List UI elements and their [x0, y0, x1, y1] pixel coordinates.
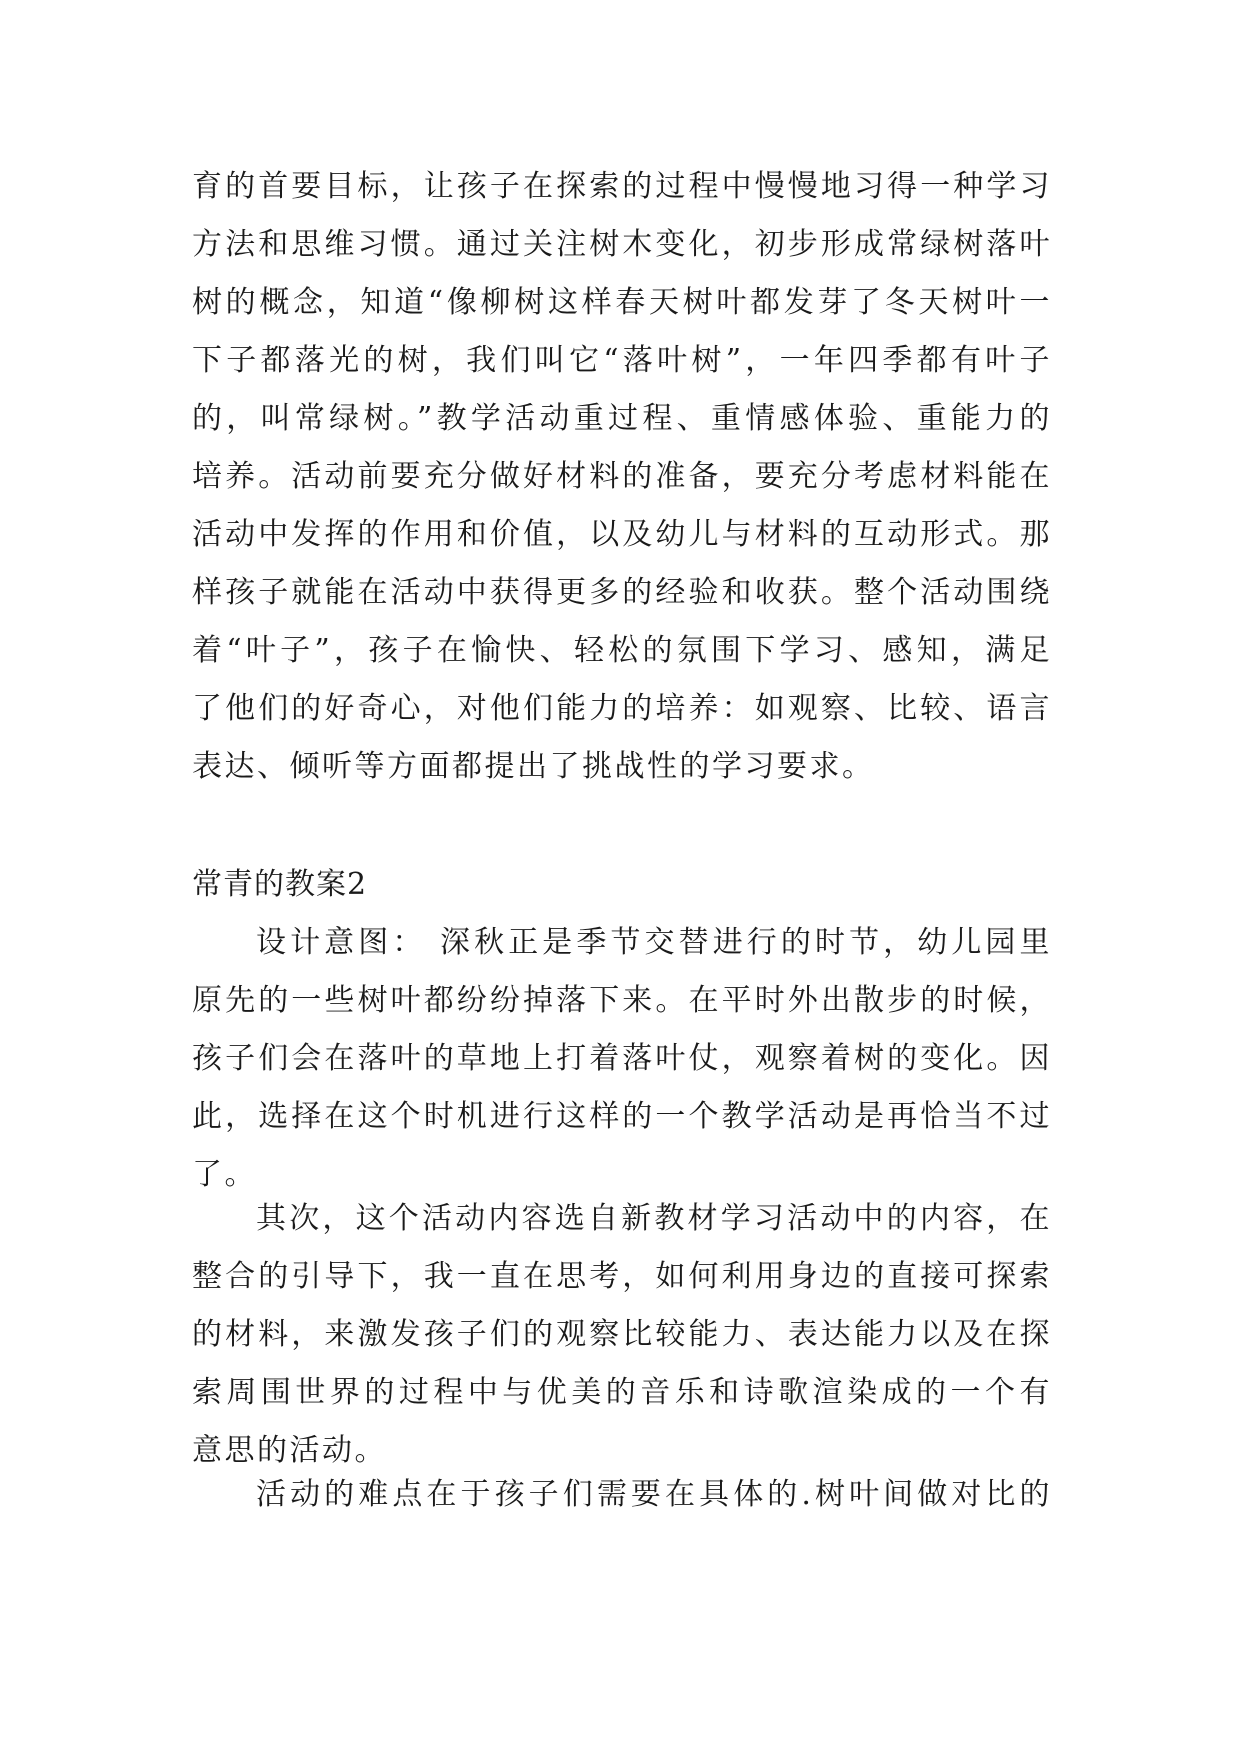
text-line: 的材料，来激发孩子们的观察比较能力、表达能力以及在探: [192, 1317, 1052, 1352]
paragraph-4: [192, 1466, 1052, 1524]
text-line: 培养。活动前要充分做好材料的准备，要充分考虑材料能在: [192, 459, 1052, 494]
text-line: 其次，这个活动内容选自新教材学习活动中的内容，在: [256, 1201, 1052, 1236]
text-line: 样孩子就能在活动中获得更多的经验和收获。整个活动围绕: [192, 575, 1052, 610]
paragraph-3: [192, 1190, 1052, 1480]
text-line: 孩子们会在落叶的草地上打着落叶仗，观察着树的变化。因: [192, 1041, 1052, 1076]
text-line: 方法和思维习惯。通过关注树木变化，初步形成常绿树落叶: [192, 227, 1052, 262]
text-line: 的，叫常绿树。”教学活动重过程、重情感体验、重能力的: [192, 401, 1052, 436]
text-line: 表达、倾听等方面都提出了挑战性的学习要求。: [192, 749, 875, 784]
text-line: 了。: [192, 1157, 257, 1192]
text-line: 活动的难点在于孩子们需要在具体的.树叶间做对比的: [256, 1477, 1052, 1512]
text-line: 活动中发挥的作用和价值，以及幼儿与材料的互动形式。那: [192, 517, 1052, 552]
text-line: 下子都落光的树，我们叫它“落叶树”，一年四季都有叶子: [192, 343, 1052, 378]
text-line: 着“叶子”，孩子在愉快、轻松的氛围下学习、感知，满足: [192, 633, 1052, 668]
paragraph-1: [192, 158, 1052, 796]
text-line: 了他们的好奇心，对他们能力的培养：如观察、比较、语言: [192, 691, 1052, 726]
text-line: 育的首要目标，让孩子在探索的过程中慢慢地习得一种学习: [192, 169, 1052, 204]
section-heading: 常青的教案2: [192, 867, 368, 902]
text-line: 设计意图： 深秋正是季节交替进行的时节，幼儿园里: [256, 925, 1052, 960]
text-line: 此，选择在这个时机进行这样的一个教学活动是再恰当不过: [192, 1099, 1052, 1134]
text-line: 树的概念，知道“像柳树这样春天树叶都发芽了冬天树叶一: [192, 285, 1052, 320]
text-line: 整合的引导下，我一直在思考，如何利用身边的直接可探索: [192, 1259, 1052, 1294]
text-line: 索周围世界的过程中与优美的音乐和诗歌渲染成的一个有: [192, 1375, 1052, 1410]
text-line: 意思的活动。: [192, 1433, 387, 1468]
text-line: 原先的一些树叶都纷纷掉落下来。在平时外出散步的时候，: [192, 983, 1052, 1018]
section-heading-block: [192, 856, 1052, 1204]
